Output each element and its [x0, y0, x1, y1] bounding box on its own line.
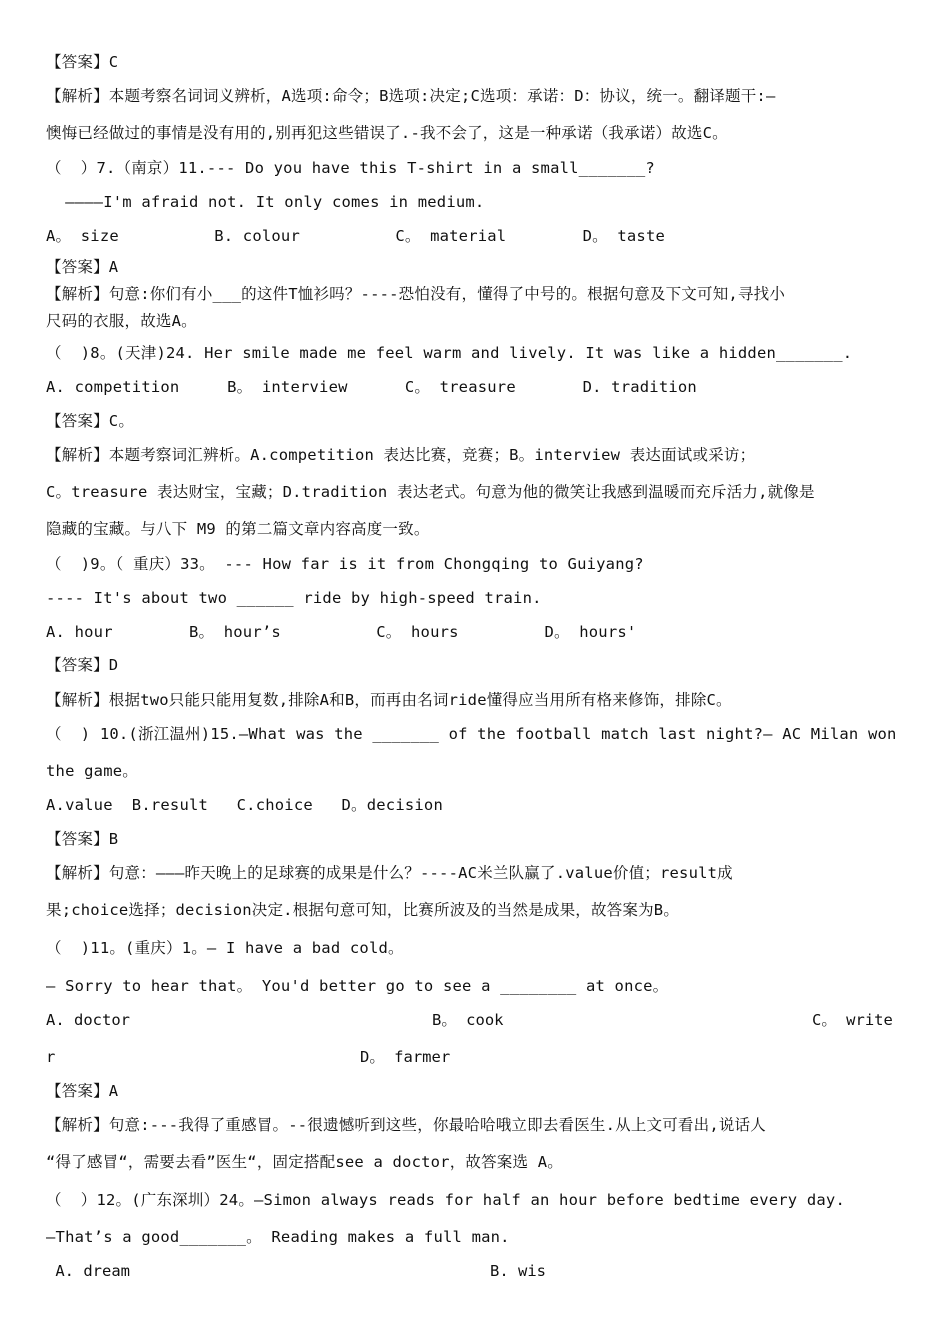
option-a: A. dream: [46, 1262, 130, 1280]
analysis-line: 果;choice选择；decision决定.根据句意可知，比赛所波及的当然是成果，故答案为B。: [46, 901, 680, 919]
option-a: A. doctor: [46, 1011, 130, 1029]
analysis-line: 【解析】句意:---我得了重感冒。--很遗憾听到这些，你最哈哈哦立即去看医生.从上文可看出,说话人: [46, 1116, 766, 1134]
options-line: A.value B.result C.choice D。decision: [46, 796, 443, 814]
question-line: （ )11。(重庆）1。— I have a bad cold。: [46, 939, 404, 957]
option-c: C。 write: [812, 1011, 893, 1029]
option-c-wrap: r: [46, 1048, 56, 1066]
question-line: —That’s a good_______。 Reading makes a full man.: [46, 1228, 510, 1246]
option-d: D。 farmer: [360, 1048, 451, 1066]
options-line: A. competition B。 interview C。 treasure D. tradition: [46, 378, 697, 396]
analysis-line: 【解析】本题考察词汇辨析。A.competition 表达比赛，竞赛；B。interview 表达面试或采访；: [46, 446, 756, 464]
analysis-line: 【解析】句意：———昨天晚上的足球赛的成果是什么？----AC米兰队赢了.value价值；result成: [46, 864, 733, 882]
analysis-line: “得了感冒“，需要去看”医生“，固定搭配see a doctor，故答案选 A。: [46, 1153, 563, 1171]
answer-line: 【答案】A: [46, 1082, 119, 1100]
question-line: ---- It's about two ______ ride by high-speed train.: [46, 589, 542, 607]
analysis-line: 隐藏的宝藏。与八下 M9 的第二篇文章内容高度一致。: [46, 520, 430, 538]
analysis-line: C。treasure 表达财宝，宝藏；D.tradition 表达老式。句意为他的微笑让我感到温暖而充斥活力,就像是: [46, 483, 815, 501]
analysis-line: 【解析】根据two只能只能用复数,排除A和B，而再由名词ride懂得应当用所有格来修饰，排除C。: [46, 691, 732, 709]
question-line: — Sorry to hear that。 You'd better go to see a ________ at once。: [46, 977, 669, 995]
answer-line: 【答案】D: [46, 656, 119, 674]
answer-line: 【答案】A: [46, 258, 119, 276]
answer-line: 【答案】C。: [46, 412, 135, 430]
answer-line: 【答案】B: [46, 830, 119, 848]
analysis-line: 【解析】本题考察名词词义辨析，A选项:命令；B选项:决定;C选项：承诺：D：协议，统一。翻译题干:—: [46, 87, 776, 105]
analysis-line: 尺码的衣服，故选A。: [46, 312, 197, 330]
option-b: B。 cook: [432, 1011, 504, 1029]
analysis-line: 【解析】句意:你们有小___的这件T恤衫吗？----恐怕没有，懂得了中号的。根据句意及下文可知,寻找小: [46, 285, 786, 303]
question-line: the game。: [46, 762, 138, 780]
question-line: （ ）7.（南京）11.--- Do you have this T-shirt in a small_______?: [46, 159, 655, 177]
question-line: （ ) 10.(浙江温州)15.—What was the _______ of the football match last night?— AC Milan won: [46, 725, 897, 743]
answer-line: 【答案】C: [46, 53, 119, 71]
question-line: （ )8。(天津)24. Her smile made me feel warm and lively. It was like a hidden_______.: [46, 344, 853, 362]
question-line: （ )9。（ 重庆）33。 --- How far is it from Chongqing to Guiyang?: [46, 555, 644, 573]
options-line: A。 size B. colour C。 material D。 taste: [46, 227, 666, 245]
analysis-line: 懊悔已经做过的事情是没有用的,别再犯这些错误了.-我不会了，这是一种承诺（我承诺）故选C。: [46, 124, 728, 142]
option-b: B. wis: [490, 1262, 546, 1280]
question-line: ————I'm afraid not. It only comes in medium.: [46, 193, 485, 211]
question-line: （ ）12。(广东深圳）24。—Simon always reads for half an hour before bedtime every day.: [46, 1191, 845, 1209]
options-line: A. hour B。 hour’s C。 hours D。 hours': [46, 623, 637, 641]
